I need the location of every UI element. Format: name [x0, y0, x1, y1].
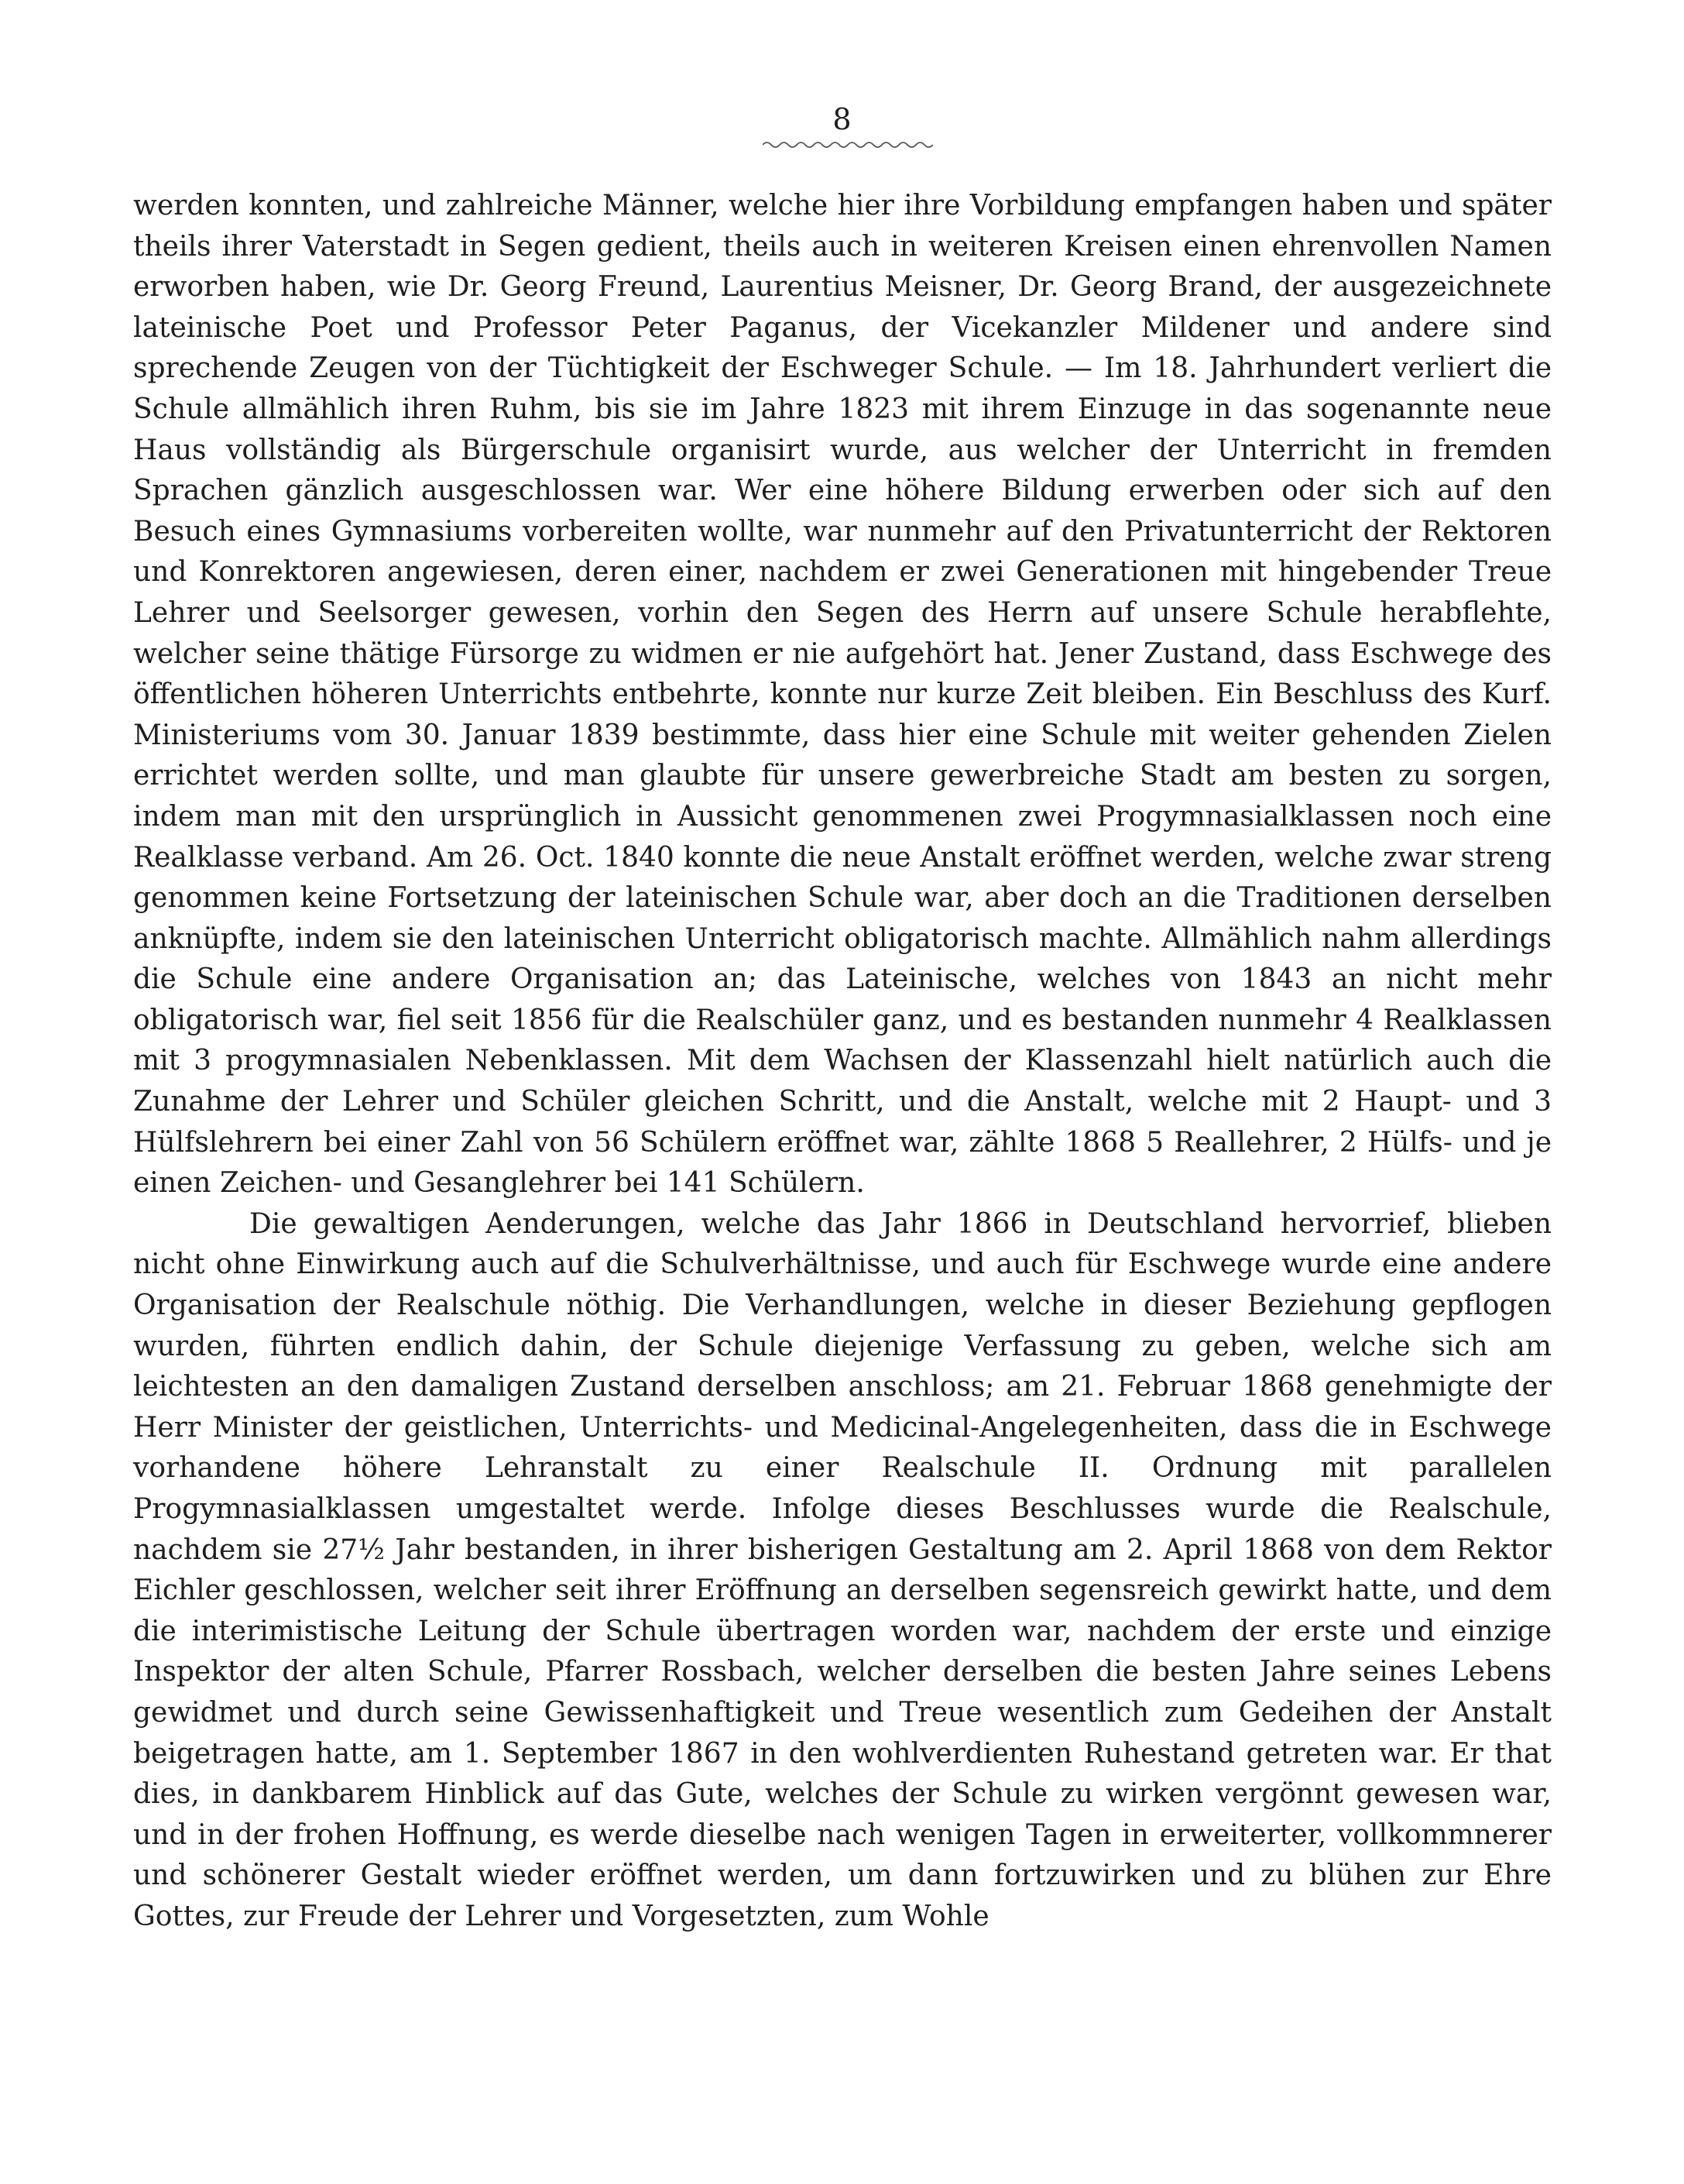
- page-number: 8: [832, 102, 852, 136]
- decorative-wavy-rule: [763, 139, 933, 150]
- paragraph: werden konnten, und zahlreiche Männer, welche hier ihre Vorbildung empfangen haben und später theils ihrer Vaterstadt in Segen gedient, theils auch in weiteren Kreisen einen ehrenvollen Namen erworben haben, wie Dr. Georg Freund, Laurentius Meisner, Dr. Georg Brand, der ausgezeichnete lateinische Poet und Professor Peter Paganus, der Vicekanzler Mildener und andere sind sprechende Zeugen von der Tüchtigkeit der Eschweger Schule. — Im 18. Jahrhundert verliert die Schule allmählich ihren Ruhm, bis sie im Jahre 1823 mit ihrem Einzuge in das sogenannte neue Haus vollständig als Bürgerschule organisirt wurde, aus welcher der Unterricht in fremden Sprachen gänzlich ausgeschlossen war. Wer eine höhere Bildung erwerben oder sich auf den Besuch eines Gymnasiums vorbereiten wollte, war nunmehr auf den Privatunterricht der Rektoren und Konrektoren angewiesen, deren einer, nachdem er zwei Generationen mit hingebender Treue Lehrer und Seelsorger gewesen, vorhin den Segen des Herrn auf unsere Schule herabflehte, welcher seine thätige Fürsorge zu widmen er nie aufgehört hat. Jener Zustand, dass Eschwege des öffentlichen höheren Unterrichts entbehrte, konnte nur kurze Zeit bleiben. Ein Beschluss des Kurf. Ministeriums vom 30. Januar 1839 bestimmte, dass hier eine Schule mit weiter gehenden Zielen errichtet werden sollte, und man glaubte für unsere gewerbreiche Stadt am besten zu sorgen, indem man mit den ursprünglich in Aussicht genommenen zwei Progymnasialklassen noch eine Realklasse verband. Am 26. Oct. 1840 konnte die neue Anstalt eröffnet werden, welche zwar streng genommen keine Fortsetzung der lateinischen Schule war, aber doch an die Traditionen derselben anknüpfte, indem sie den lateinischen Unterricht obligatorisch machte. Allmählich nahm allerdings die Schule eine andere Organisation an; das Lateinische, welches von 1843 an nicht mehr obligatorisch war, fiel seit 1856 für die Realschüler ganz, und es bestanden nunmehr 4 Realklassen mit 3 progymnasialen Nebenklassen. Mit dem Wachsen der Klassenzahl hielt natürlich auch die Zunahme der Lehrer und Schüler gleichen Schritt, und die Anstalt, welche mit 2 Haupt- und 3 Hülfslehrern bei einer Zahl von 56 Schülern eröffnet war, zählte 1868 5 Reallehrer, 2 Hülfs- und je einen Zeichen- und Gesanglehrer bei 141 Schülern.: [133, 190, 1552, 1200]
- paragraph: Die gewaltigen Aenderungen, welche das Jahr 1866 in Deutschland hervorrief, blieben nicht ohne Einwirkung auch auf die Schulverhältnisse, und auch für Eschwege wurde eine andere Organisation der Realschule nöthig. Die Verhandlungen, welche in dieser Beziehung gepflogen wurden, führten endlich dahin, der Schule diejenige Verfassung zu geben, welche sich am leichtesten an den damaligen Zustand derselben anschloss; am 21. Februar 1868 genehmigte der Herr Minister der geistlichen, Unterrichts- und Medicinal-Angelegenheiten, dass die in Eschwege vorhandene höhere Lehranstalt zu einer Realschule II. Ordnung mit parallelen Progymnasialklassen umgestaltet werde. Infolge dieses Beschlusses wurde die Realschule, nachdem sie 27½ Jahr bestanden, in ihrer bisherigen Gestaltung am 2. April 1868 von dem Rektor Eichler geschlossen, welcher seit ihrer Eröffnung an derselben segensreich gewirkt hatte, und dem die interimistische Leitung der Schule übertragen worden war, nachdem der erste und einzige Inspektor der alten Schule, Pfarrer Rossbach, welcher derselben die besten Jahre seines Lebens gewidmet und durch seine Gewissenhaftigkeit und Treue wesentlich zum Gedeihen der Anstalt beigetragen hatte, am 1. September 1867 in den wohlverdienten Ruhestand getreten war. Er that dies, in dankbarem Hinblick auf das Gute, welches der Schule zu wirken vergönnt gewesen war, und in der frohen Hoffnung, es werde dieselbe nach wenigen Tagen in erweiterter, vollkommnerer und schönerer Gestalt wieder eröffnet werden, um dann fortzuwirken und zu blühen zur Ehre Gottes, zur Freude der Lehrer und Vorgesetzten, zum Wohle: [133, 1207, 1552, 1932]
- body-text: [133, 186, 1552, 1938]
